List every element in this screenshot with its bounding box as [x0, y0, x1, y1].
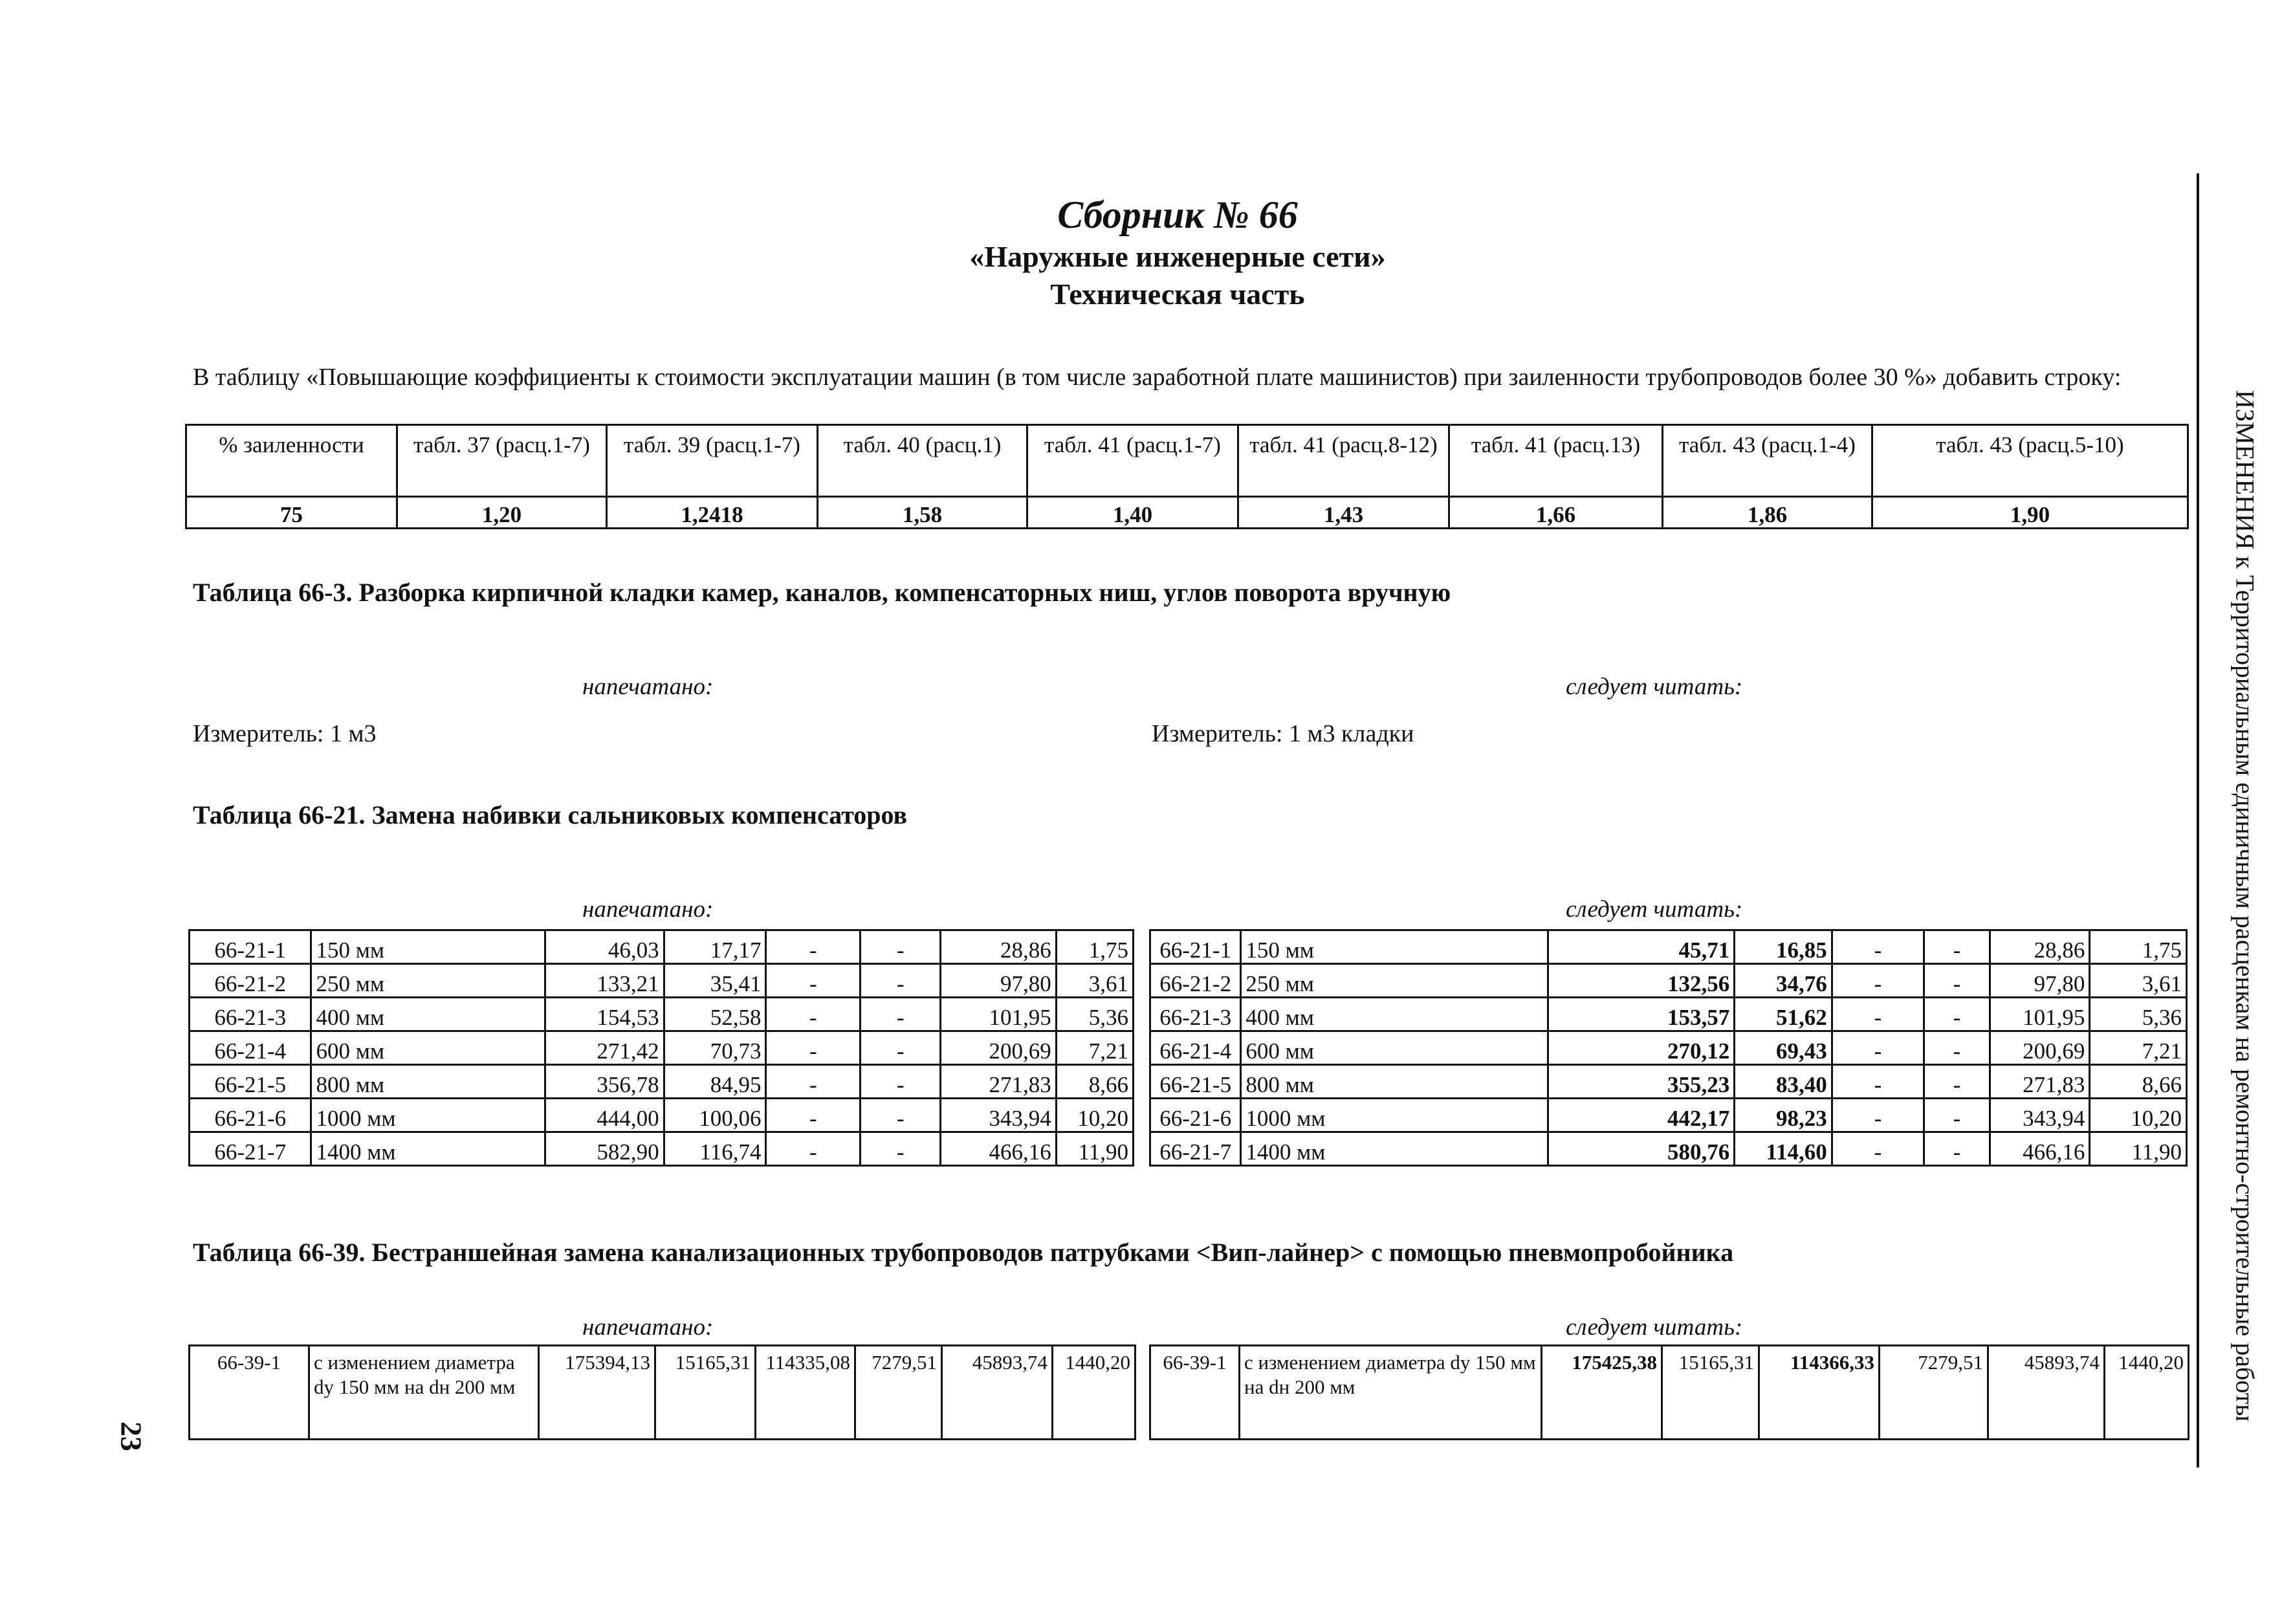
- cell: 400 мм: [1241, 998, 1548, 1031]
- cell: 45893,74: [942, 1346, 1053, 1440]
- cell: 45893,74: [1988, 1346, 2105, 1440]
- cell: 101,95: [1990, 998, 2090, 1031]
- cell: -: [1924, 1099, 1990, 1132]
- coef-value: 1,58: [818, 497, 1027, 529]
- printed-meter-text: Измеритель: 1 м3: [193, 720, 377, 747]
- table-row: [190, 930, 1134, 964]
- cell: -: [861, 1099, 941, 1132]
- cell: 66-21-2: [190, 964, 311, 998]
- cell: 45,71: [1548, 930, 1735, 964]
- cell: с изменением диаметра dy 150 мм на dн 200 мм: [309, 1346, 539, 1440]
- cell: 444,00: [545, 1099, 664, 1132]
- cell: 66-21-3: [1150, 998, 1241, 1031]
- cell: 250 мм: [311, 964, 545, 998]
- cell: 28,86: [1990, 930, 2090, 964]
- coef-value: 1,43: [1238, 497, 1449, 529]
- page-subtitle: «Наружные инженерные сети»: [969, 240, 1386, 273]
- cell: -: [766, 964, 861, 998]
- cell: -: [1832, 964, 1924, 998]
- cell: 175394,13: [539, 1346, 655, 1440]
- page-part: Техническая часть: [1050, 278, 1305, 311]
- coef-value: 1,66: [1449, 497, 1663, 529]
- table-row: [190, 1065, 1134, 1099]
- cell: -: [1832, 1132, 1924, 1166]
- cell: 150 мм: [1241, 930, 1548, 964]
- printed-label-66-3: напечатано:: [582, 674, 714, 700]
- coef-value-row: [186, 497, 2188, 529]
- cell: 600 мм: [1241, 1031, 1548, 1065]
- cell: 3,61: [1056, 964, 1133, 998]
- cell: 343,94: [1990, 1099, 2090, 1132]
- correct-label-66-39: следует читать:: [1566, 1314, 1743, 1341]
- cell: 200,69: [941, 1031, 1056, 1065]
- cell: 5,36: [2090, 998, 2187, 1031]
- cell: 1000 мм: [1241, 1099, 1548, 1132]
- cell: 70,73: [664, 1031, 766, 1065]
- table-66-21-printed-body: [190, 930, 1134, 1166]
- cell: 600 мм: [311, 1031, 545, 1065]
- cell: 66-21-4: [1150, 1031, 1241, 1065]
- cell: 34,76: [1735, 964, 1832, 998]
- cell: 153,57: [1548, 998, 1735, 1031]
- coef-header: табл. 43 (расц.5-10): [1872, 425, 2188, 497]
- coef-header: табл. 40 (расц.1): [818, 425, 1027, 497]
- cell: 154,53: [545, 998, 664, 1031]
- table-row: [190, 1346, 1136, 1440]
- cell: 66-21-1: [190, 930, 311, 964]
- cell: -: [1832, 1099, 1924, 1132]
- cell: 466,16: [941, 1132, 1056, 1166]
- cell: 355,23: [1548, 1065, 1735, 1099]
- coef-value: 1,86: [1663, 497, 1872, 529]
- cell: 116,74: [664, 1132, 766, 1166]
- cell: -: [766, 1065, 861, 1099]
- table-row: [190, 1132, 1134, 1166]
- table-row: [190, 1099, 1134, 1132]
- printed-meter-66-3: [193, 719, 377, 748]
- cell: 66-21-6: [1150, 1099, 1241, 1132]
- cell: 97,80: [1990, 964, 2090, 998]
- cell: 8,66: [2090, 1065, 2187, 1099]
- coefficient-table: [185, 424, 2189, 529]
- coef-value: 1,20: [397, 497, 607, 529]
- coef-header: % заиленности: [186, 425, 397, 497]
- cell: -: [766, 930, 861, 964]
- cell: -: [766, 1031, 861, 1065]
- printed-label-66-39: напечатано:: [582, 1314, 714, 1341]
- cell: 582,90: [545, 1132, 664, 1166]
- table-row: [190, 964, 1134, 998]
- table-row: [1150, 1031, 2187, 1065]
- cell: 66-39-1: [1150, 1346, 1240, 1440]
- cell: -: [766, 998, 861, 1031]
- cell: 84,95: [664, 1065, 766, 1099]
- cell: -: [861, 998, 941, 1031]
- cell: 15165,31: [1662, 1346, 1759, 1440]
- cell: 97,80: [941, 964, 1056, 998]
- coef-header-row: [186, 425, 2188, 497]
- table-66-3-title: Таблица 66-3. Разборка кирпичной кладки камер, каналов, компенсаторных ниш, углов поворота вручную: [193, 578, 1451, 607]
- cell: 800 мм: [1241, 1065, 1548, 1099]
- cell: -: [861, 964, 941, 998]
- cell: 1000 мм: [311, 1099, 545, 1132]
- table-row: [1150, 964, 2187, 998]
- cell: 98,23: [1735, 1099, 1832, 1132]
- table-66-21-printed: [188, 929, 1134, 1167]
- cell: 1400 мм: [1241, 1132, 1548, 1166]
- cell: 400 мм: [311, 998, 545, 1031]
- table-66-21-correct: [1149, 929, 2188, 1167]
- cell: -: [861, 1065, 941, 1099]
- page-title: Сборник № 66: [1057, 193, 1298, 236]
- cell: 3,61: [2090, 964, 2187, 998]
- coef-header: табл. 37 (расц.1-7): [397, 425, 607, 497]
- side-caption: ИЗМЕНЕНИЯ к Территориальным единичным расценкам на ремонтно-строительные работы: [2230, 390, 2260, 1422]
- cell: 7279,51: [855, 1346, 942, 1440]
- cell: -: [1832, 998, 1924, 1031]
- table-row: [1150, 1065, 2187, 1099]
- cell: 270,12: [1548, 1031, 1735, 1065]
- coef-header: табл. 41 (расц.1-7): [1027, 425, 1238, 497]
- cell: 343,94: [941, 1099, 1056, 1132]
- cell: 7,21: [2090, 1031, 2187, 1065]
- correct-meter-66-3: [1152, 719, 1414, 748]
- cell: 800 мм: [311, 1065, 545, 1099]
- cell: 35,41: [664, 964, 766, 998]
- cell: 1440,20: [2105, 1346, 2189, 1440]
- cell: 8,66: [1056, 1065, 1133, 1099]
- cell: 7279,51: [1880, 1346, 1988, 1440]
- cell: 28,86: [941, 930, 1056, 964]
- cell: 442,17: [1548, 1099, 1735, 1132]
- intro-text: В таблицу «Повышающие коэффициенты к стоимости эксплуатации машин (в том числе заработной плате машинистов) при заиленности трубопроводов более 30 %» добавить строку:: [193, 364, 2122, 391]
- cell: 51,62: [1735, 998, 1832, 1031]
- correct-label-66-3: следует читать:: [1566, 674, 1743, 700]
- cell: 66-21-7: [190, 1132, 311, 1166]
- coef-value: 75: [186, 497, 397, 529]
- coef-header: табл. 41 (расц.13): [1449, 425, 1663, 497]
- cell: -: [1924, 1065, 1990, 1099]
- cell: -: [766, 1132, 861, 1166]
- cell: -: [861, 1132, 941, 1166]
- cell: 66-21-6: [190, 1099, 311, 1132]
- cell: 7,21: [1056, 1031, 1133, 1065]
- cell: 250 мм: [1241, 964, 1548, 998]
- cell: 11,90: [1056, 1132, 1133, 1166]
- table-row: [1150, 1099, 2187, 1132]
- cell: 17,17: [664, 930, 766, 964]
- cell: 466,16: [1990, 1132, 2090, 1166]
- cell: -: [861, 1031, 941, 1065]
- cell: -: [861, 930, 941, 964]
- cell: 66-21-1: [1150, 930, 1241, 964]
- cell: 52,58: [664, 998, 766, 1031]
- cell: 132,56: [1548, 964, 1735, 998]
- cell: -: [1832, 1065, 1924, 1099]
- cell: 10,20: [2090, 1099, 2187, 1132]
- cell: 114,60: [1735, 1132, 1832, 1166]
- cell: 271,83: [941, 1065, 1056, 1099]
- cell: 100,06: [664, 1099, 766, 1132]
- coef-value: 1,40: [1027, 497, 1238, 529]
- printed-label-66-21: напечатано:: [582, 896, 714, 923]
- cell: 1440,20: [1053, 1346, 1136, 1440]
- coef-header: табл. 41 (расц.8-12): [1238, 425, 1449, 497]
- cell: 46,03: [545, 930, 664, 964]
- coef-value: 1,2418: [607, 497, 818, 529]
- cell: 83,40: [1735, 1065, 1832, 1099]
- cell: 66-21-7: [1150, 1132, 1241, 1166]
- table-66-21-title: Таблица 66-21. Замена набивки сальниковых компенсаторов: [193, 800, 908, 829]
- table-66-39-printed: [188, 1344, 1136, 1440]
- coef-value: 1,90: [1872, 497, 2188, 529]
- cell: 114335,08: [756, 1346, 855, 1440]
- cell: 271,83: [1990, 1065, 2090, 1099]
- cell: -: [1924, 930, 1990, 964]
- correct-label-66-21: следует читать:: [1566, 896, 1743, 923]
- cell: -: [1924, 964, 1990, 998]
- cell: 16,85: [1735, 930, 1832, 964]
- cell: 66-39-1: [190, 1346, 309, 1440]
- cell: -: [1832, 1031, 1924, 1065]
- cell: 1,75: [2090, 930, 2187, 964]
- cell: 66-21-4: [190, 1031, 311, 1065]
- cell: -: [766, 1099, 861, 1132]
- table-row: [1150, 1346, 2189, 1440]
- cell: 10,20: [1056, 1099, 1133, 1132]
- cell: 5,36: [1056, 998, 1133, 1031]
- cell: с изменением диаметра dy 150 мм на dн 200 мм: [1240, 1346, 1542, 1440]
- cell: 150 мм: [311, 930, 545, 964]
- coef-header: табл. 39 (расц.1-7): [607, 425, 818, 497]
- table-66-21-correct-body: [1150, 930, 2187, 1166]
- cell: 69,43: [1735, 1031, 1832, 1065]
- side-divider: [2197, 173, 2199, 1467]
- cell: 175425,38: [1542, 1346, 1662, 1440]
- cell: 15165,31: [655, 1346, 756, 1440]
- cell: 133,21: [545, 964, 664, 998]
- cell: 200,69: [1990, 1031, 2090, 1065]
- cell: 114366,33: [1759, 1346, 1880, 1440]
- cell: -: [1924, 1031, 1990, 1065]
- cell: 580,76: [1548, 1132, 1735, 1166]
- cell: 271,42: [545, 1031, 664, 1065]
- correct-meter-text: Измеритель: 1 м3 кладки: [1152, 720, 1414, 747]
- cell: 356,78: [545, 1065, 664, 1099]
- table-row: [1150, 998, 2187, 1031]
- cell: 1400 мм: [311, 1132, 545, 1166]
- cell: 1,75: [1056, 930, 1133, 964]
- cell: -: [1832, 930, 1924, 964]
- cell: 101,95: [941, 998, 1056, 1031]
- cell: -: [1924, 998, 1990, 1031]
- cell: 66-21-3: [190, 998, 311, 1031]
- table-66-39-title: Таблица 66-39. Бестраншейная замена канализационных трубопроводов патрубками <Вип-лайнер> с помощью пневмопробойника: [193, 1238, 1734, 1267]
- cell: 11,90: [2090, 1132, 2187, 1166]
- cell: 66-21-5: [1150, 1065, 1241, 1099]
- coef-header: табл. 43 (расц.1-4): [1663, 425, 1872, 497]
- cell: 66-21-2: [1150, 964, 1241, 998]
- page-number: 23: [115, 1421, 148, 1451]
- table-row: [190, 998, 1134, 1031]
- cell: 66-21-5: [190, 1065, 311, 1099]
- table-66-39-correct: [1149, 1344, 2189, 1440]
- cell: -: [1924, 1132, 1990, 1166]
- table-row: [190, 1031, 1134, 1065]
- table-row: [1150, 1132, 2187, 1166]
- table-row: [1150, 930, 2187, 964]
